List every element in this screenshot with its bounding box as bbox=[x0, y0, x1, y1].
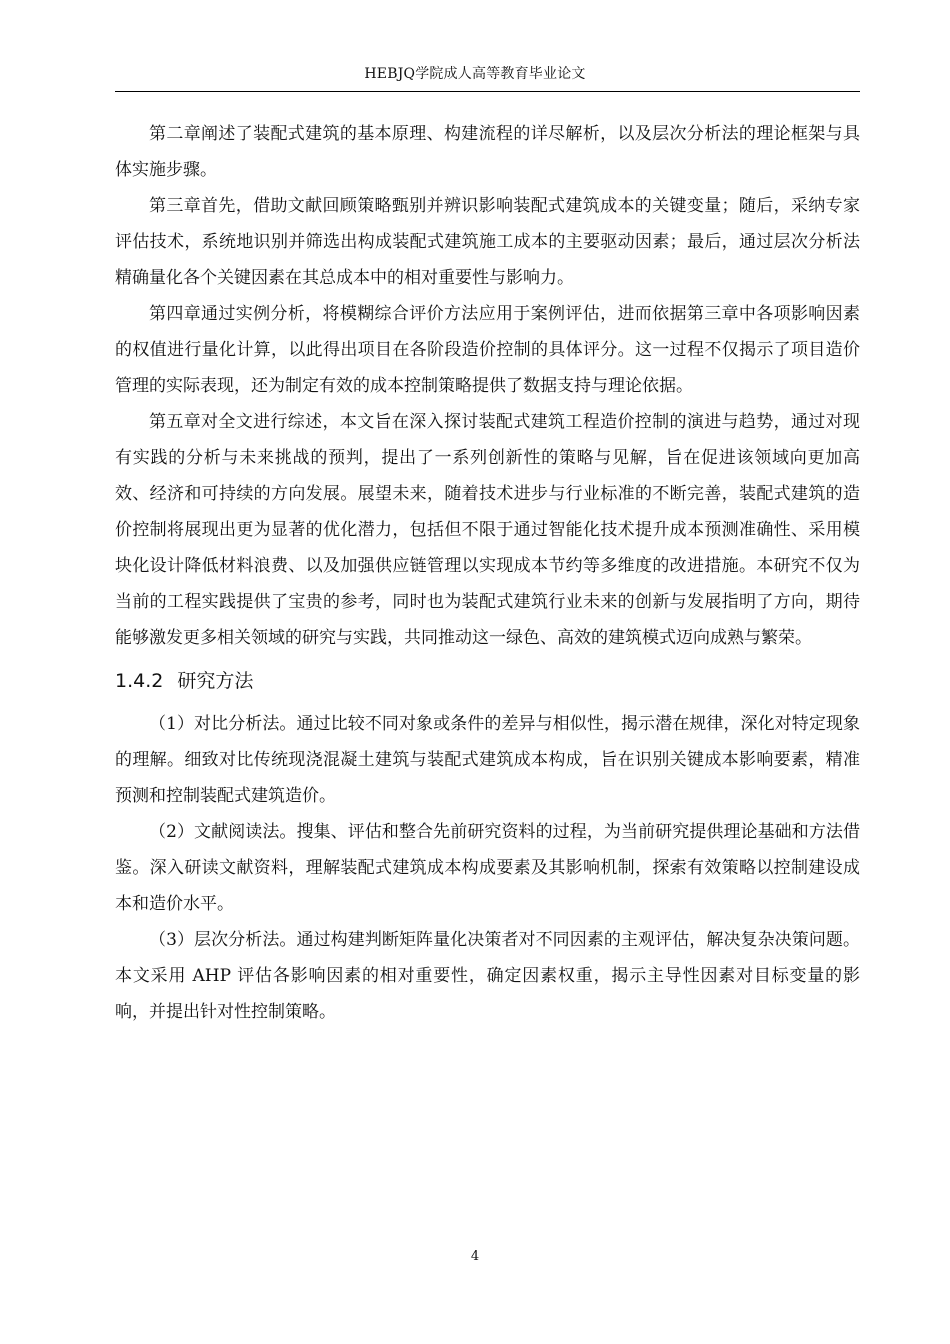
header-divider bbox=[115, 91, 860, 92]
paragraph-chapter-3: 第三章首先，借助文献回顾策略甄别并辨识影响装配式建筑成本的关键变量；随后，采纳专家评估技术，系统地识别并筛选出构成装配式建筑施工成本的主要驱动因素；最后，通过层次分析法精确量化各个关键因素在其总成本中的相对重要性与影响力。 bbox=[115, 196, 860, 288]
section-number: 1.4.2 bbox=[115, 670, 164, 692]
body-text bbox=[115, 116, 860, 1030]
paragraph-method-ahp: （3）层次分析法。通过构建判断矩阵量化决策者对不同因素的主观评估，解决复杂决策问题。本文采用 AHP 评估各影响因素的相对重要性，确定因素权重，揭示主导性因素对目标变量的影响，并提出针对性控制策略。 bbox=[115, 930, 860, 1022]
paragraph-method-literature: （2）文献阅读法。搜集、评估和整合先前研究资料的过程，为当前研究提供理论基础和方法借鉴。深入研读文献资料，理解装配式建筑成本构成要素及其影响机制，探索有效策略以控制建设成本和造价水平。 bbox=[115, 822, 860, 914]
paragraph-chapter-2: 第二章阐述了装配式建筑的基本原理、构建流程的详尽解析，以及层次分析法的理论框架与具体实施步骤。 bbox=[115, 124, 860, 180]
running-header: HEBJQ学院成人高等教育毕业论文 bbox=[364, 66, 586, 82]
paragraph-method-comparative: （1）对比分析法。通过比较不同对象或条件的差异与相似性，揭示潜在规律，深化对特定现象的理解。细致对比传统现浇混凝土建筑与装配式建筑成本构成，旨在识别关键成本影响要素，精准预测和控制装配式建筑造价。 bbox=[115, 714, 860, 806]
paragraph-chapter-4: 第四章通过实例分析，将模糊综合评价方法应用于案例评估，进而依据第三章中各项影响因素的权值进行量化计算，以此得出项目在各阶段造价控制的具体评分。这一过程不仅揭示了项目造价管理的实际表现，还为制定有效的成本控制策略提供了数据支持与理论依据。 bbox=[115, 304, 860, 396]
section-heading bbox=[115, 656, 860, 706]
section-title: 研究方法 bbox=[177, 670, 254, 692]
paragraph-chapter-5: 第五章对全文进行综述，本文旨在深入探讨装配式建筑工程造价控制的演进与趋势，通过对现有实践的分析与未来挑战的预判，提出了一系列创新性的策略与见解，旨在促进该领域向更加高效、经济和可持续的方向发展。展望未来，随着技术进步与行业标准的不断完善，装配式建筑的造价控制将展现出更为显著的优化潜力，包括但不限于通过智能化技术提升成本预测准确性、采用模块化设计降低材料浪费、以及加强供应链管理以实现成本节约等多维度的改进措施。本研究不仅为当前的工程实践提供了宝贵的参考，同时也为装配式建筑行业未来的创新与发展指明了方向，期待能够激发更多相关领域的研究与实践，共同推动这一绿色、高效的建筑模式迈向成熟与繁荣。 bbox=[115, 412, 860, 648]
page-number: 4 bbox=[470, 1249, 480, 1264]
